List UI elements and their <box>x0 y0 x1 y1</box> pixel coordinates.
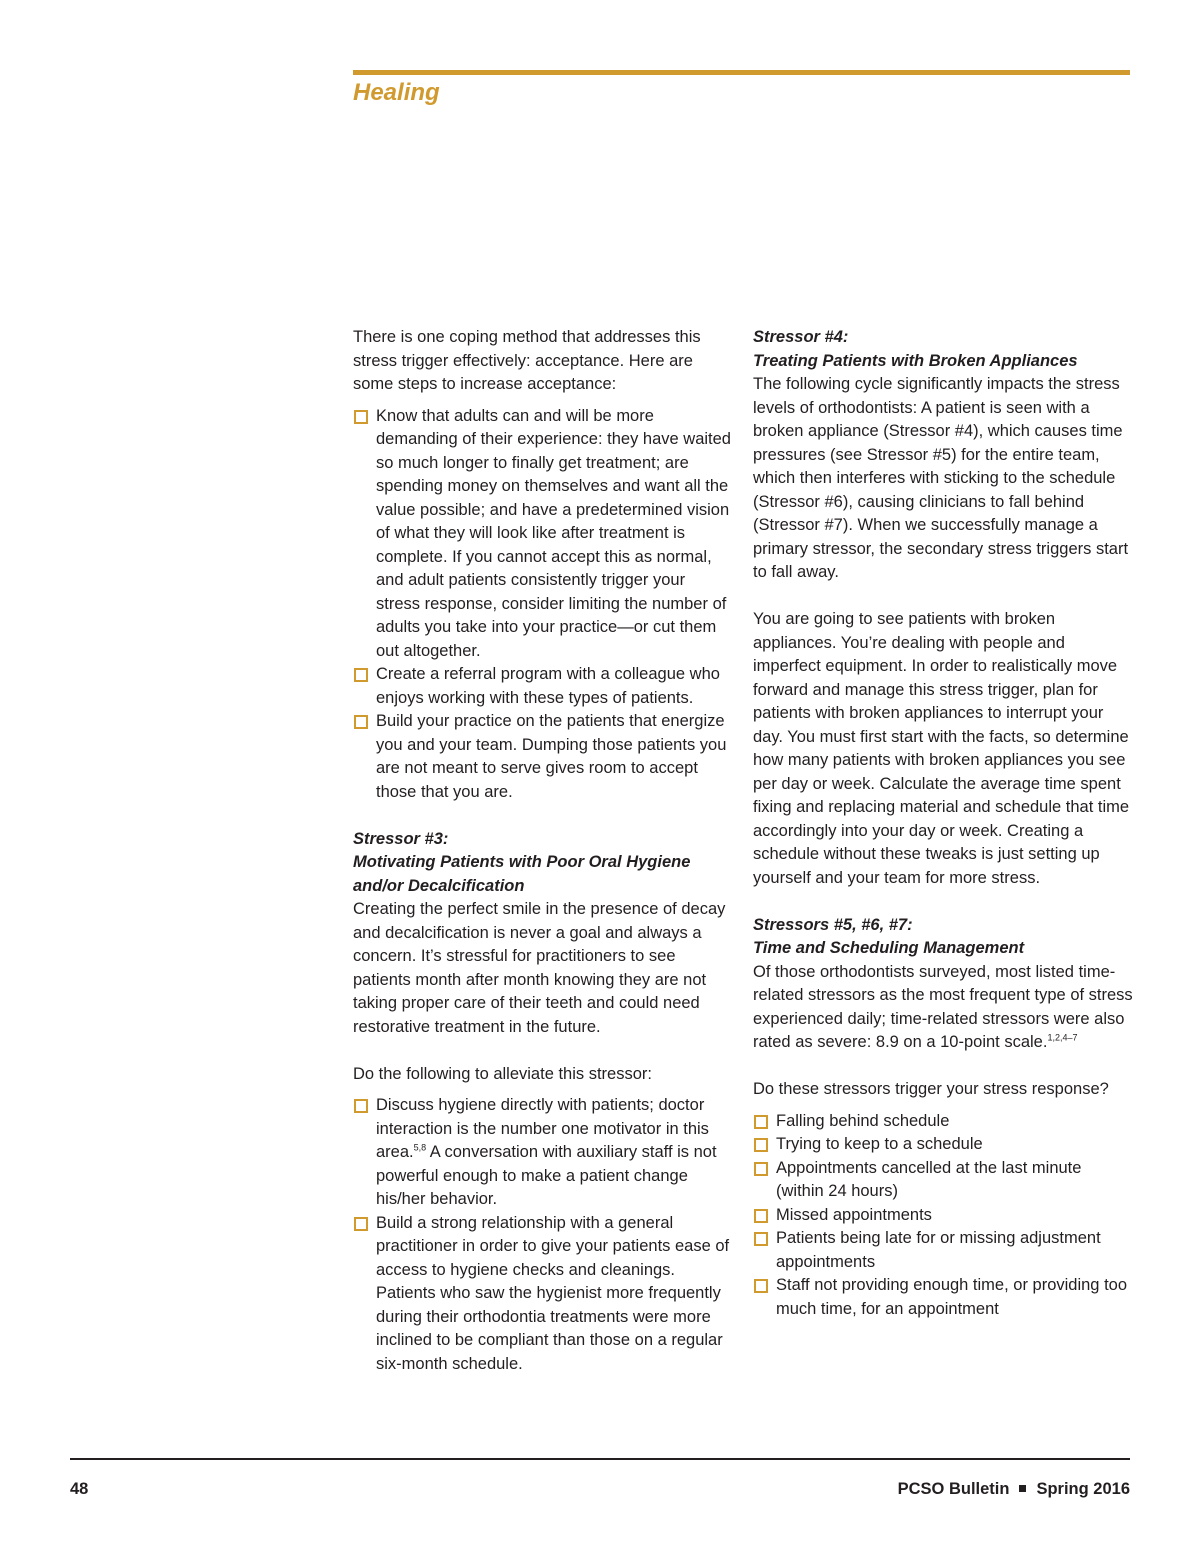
stressor-3-label: Stressor #3: <box>353 829 449 848</box>
checkbox-icon <box>354 715 368 729</box>
right-column <box>753 326 1133 1321</box>
acceptance-steps-list <box>353 405 731 805</box>
footer-rule <box>70 1458 1130 1460</box>
stressor-4-title: Treating Patients with Broken Appliances <box>753 351 1078 370</box>
stressor-4-label: Stressor #4: <box>753 328 849 346</box>
checkbox-icon <box>354 668 368 682</box>
checkbox-icon <box>354 410 368 424</box>
list-item: Appointments cancelled at the last minute (within 24 hours) <box>753 1157 1133 1204</box>
list-item: Patients being late for or missing adjustment appointments <box>753 1227 1133 1274</box>
square-bullet-icon <box>1019 1485 1026 1492</box>
time-triggers-list <box>753 1110 1133 1322</box>
list-item: Discuss hygiene directly with patients; doctor interaction is the number one motivator in this area.$^{5,8}$ A conversation with auxiliary staff is not powerful enough to make a patient change his/her behavior. <box>353 1094 731 1212</box>
list-item: Trying to keep to a schedule <box>753 1133 1133 1157</box>
checkbox-icon <box>754 1115 768 1129</box>
list-item: Falling behind schedule <box>753 1110 1133 1134</box>
stressors-5-6-7-body: Of those orthodontists surveyed, most listed time-related stressors as the most frequent type of stress experienced daily; time-related stressors were also rated as severe: 8.9 on a 10-point scale.$^{1,2,4-7}$ <box>753 962 1133 1051</box>
checkbox-icon <box>754 1232 768 1246</box>
publication-info <box>898 1480 1130 1499</box>
checkbox-icon <box>754 1279 768 1293</box>
stressor-3-lead-in: Do the following to alleviate this stressor: <box>353 1064 652 1083</box>
citation: 1,2,4–7 <box>1047 1032 1078 1043</box>
publication-name: PCSO Bulletin <box>897 1480 1010 1498</box>
checkbox-icon <box>754 1209 768 1223</box>
list-item: Know that adults can and will be more demanding of their experience: they have waited so much longer to finally get treatment; are spending money on themselves and want all the value possible; and have a predetermined vision of what they will look like after treatment is complete. If you cannot accept this as normal, and adult patients consistently trigger your stress response, consider limiting the number of adults you take into your practice—or cut them out altogether. <box>353 405 731 664</box>
hygiene-tips-list <box>353 1094 731 1376</box>
stressor-4-body: The following cycle significantly impacts the stress levels of orthodontists: A patient is seen with a broken appliance (Stressor #4), which causes time pressures (see Stressor #5) for the entire team, which then interferes with sticking to the schedule (Stressor #6), causing clinicians to fall behind (Stressor #7). When we successfully manage a primary stressor, the secondary stress triggers start to fall away. <box>753 375 1129 581</box>
page-number: 48 <box>70 1480 89 1498</box>
issue-date: Spring 2016 <box>1036 1480 1130 1498</box>
checkbox-icon <box>354 1099 368 1113</box>
list-item: Build your practice on the patients that energize you and your team. Dumping those patients you are not meant to serve gives room to accept those that you are. <box>353 710 731 804</box>
left-column <box>353 326 731 1376</box>
section-title: Healing <box>353 79 440 106</box>
stressor-3-body: Creating the perfect smile in the presence of decay and decalcification is never a goal and always a concern. It’s stressful for practitioners to see patients month after month knowing they are not taking proper care of their teeth and could need restorative treatment in the future. <box>353 900 726 1036</box>
stress-question: Do these stressors trigger your stress response? <box>753 1080 1109 1098</box>
stressor-3-title: Motivating Patients with Poor Oral Hygiene and/or Decalcification <box>353 853 691 895</box>
stressor-4-body-continued: You are going to see patients with broken appliances. You’re dealing with people and imperfect equipment. In order to realistically move forward and manage this stress trigger, plan for patients with broken appliances to interrupt your day. You must first start with the facts, so determine how many patients with broken appliances you see per day or week. Calculate the average time spent fixing and replacing material and schedule that time accordingly into your day or week. Creating a schedule without these tweaks is just setting up yourself and your team for more stress. <box>753 610 1130 887</box>
stressors-5-6-7-title: Time and Scheduling Management <box>753 939 1025 957</box>
citation: 5,8 <box>413 1142 427 1153</box>
header-rule <box>353 70 1130 75</box>
list-item: Missed appointments <box>753 1204 1133 1228</box>
checkbox-icon <box>354 1217 368 1231</box>
checkbox-icon <box>754 1138 768 1152</box>
stressors-5-6-7-label: Stressors #5, #6, #7: <box>753 915 913 934</box>
list-item: Build a strong relationship with a general practitioner in order to give your patients ease of access to hygiene checks and cleanings. Patients who saw the hygienist more frequently during their orthodontia treatments were more inclined to be compliant than those on a regular six-month schedule. <box>353 1212 731 1377</box>
checkbox-icon <box>754 1162 768 1176</box>
list-item: Create a referral program with a colleague who enjoys working with these types of patients. <box>353 663 731 710</box>
acceptance-intro: There is one coping method that addresses this stress trigger effectively: acceptance. Here are some steps to increase acceptance: <box>353 328 701 393</box>
list-item: Staff not providing enough time, or providing too much time, for an appointment <box>753 1274 1133 1321</box>
